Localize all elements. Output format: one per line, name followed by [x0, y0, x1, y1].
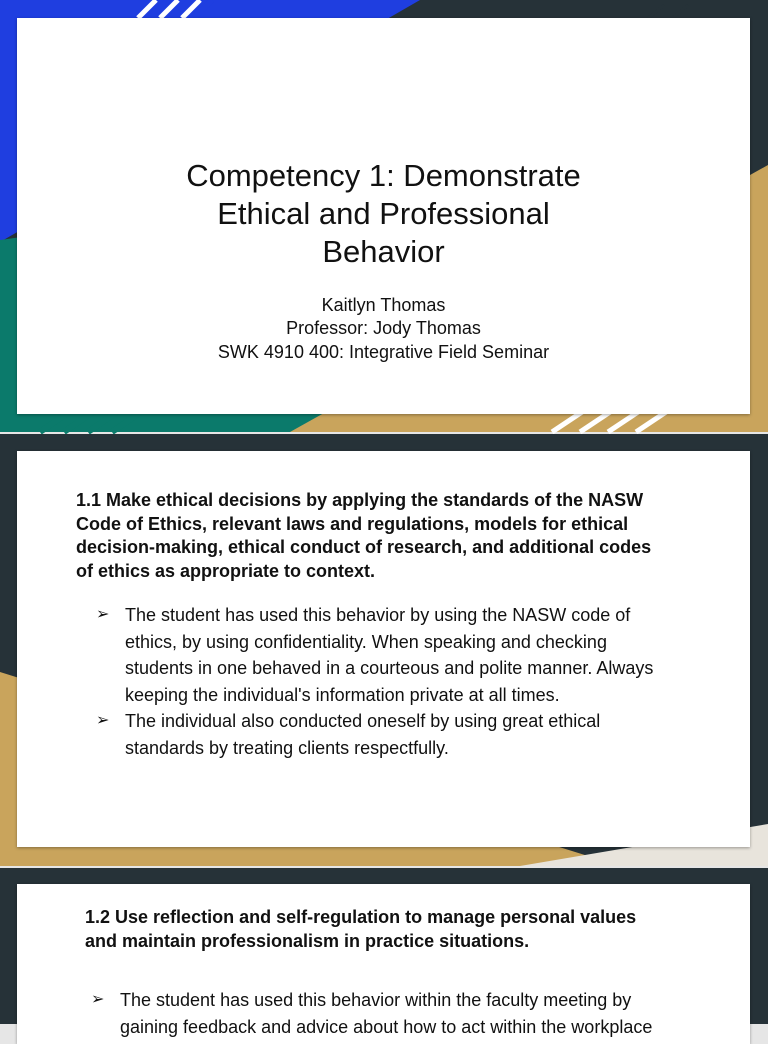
arrow-bullet-icon: ➢ — [91, 991, 105, 1008]
heading-line: 1.2 Use reflection and self-regulation to manage personal values — [85, 907, 637, 927]
list-item — [76, 708, 726, 761]
heading-line: of ethics as appropriate to context. — [76, 560, 376, 581]
heading-line: Code of Ethics, relevant laws and regulations, models for ethical — [76, 513, 629, 534]
bullet-line: The student has used this behavior within the faculty meeting by — [120, 990, 632, 1010]
heading-line: 1.1 Make ethical decisions by applying the standards of the NASW — [76, 490, 644, 510]
bullet-line: standards by treating clients respectfully. — [125, 737, 449, 758]
title-line: Competency 1: Demonstrate — [186, 158, 581, 193]
bullet-line: students in one behaved in a courteous and polite manner. Always — [125, 658, 654, 678]
bullet-line: gaining feedback and advice about how to act within the workplace — [120, 1016, 653, 1037]
competency-1-1-slide — [0, 434, 768, 866]
arrow-bullet-icon: ➢ — [96, 606, 110, 623]
slide-title — [17, 157, 750, 271]
author-name: Kaitlyn Thomas — [321, 295, 446, 315]
content-panel — [17, 451, 750, 847]
list-item — [76, 602, 726, 708]
title-line: Ethical and Professional — [217, 196, 550, 231]
bullet-line: The student has used this behavior by using the NASW code of — [125, 605, 631, 625]
course-name: SWK 4910 400: Integrative Field Seminar — [217, 342, 550, 362]
bullet-list — [71, 987, 731, 1040]
competency-heading — [85, 906, 725, 953]
heading-line: and maintain professionalism in practice situations. — [85, 930, 530, 951]
professor-name: Professor: Jody Thomas — [286, 318, 481, 338]
arrow-bullet-icon: ➢ — [96, 712, 110, 729]
content-panel — [17, 884, 750, 1044]
bullet-line: ethics, by using confidentiality. When speaking and checking — [125, 631, 607, 652]
title-line: Behavior — [322, 234, 445, 269]
bullet-line: keeping the individual's information private at all times. — [125, 684, 560, 705]
competency-heading — [76, 489, 736, 583]
list-item — [71, 987, 731, 1040]
bullet-line: The individual also conducted oneself by using great ethical — [125, 711, 601, 731]
competency-1-2-slide — [0, 868, 768, 1037]
bullet-list — [76, 602, 726, 761]
title-panel — [17, 18, 750, 414]
heading-line: decision-making, ethical conduct of research, and additional codes — [76, 537, 652, 557]
title-slide — [0, 0, 768, 432]
